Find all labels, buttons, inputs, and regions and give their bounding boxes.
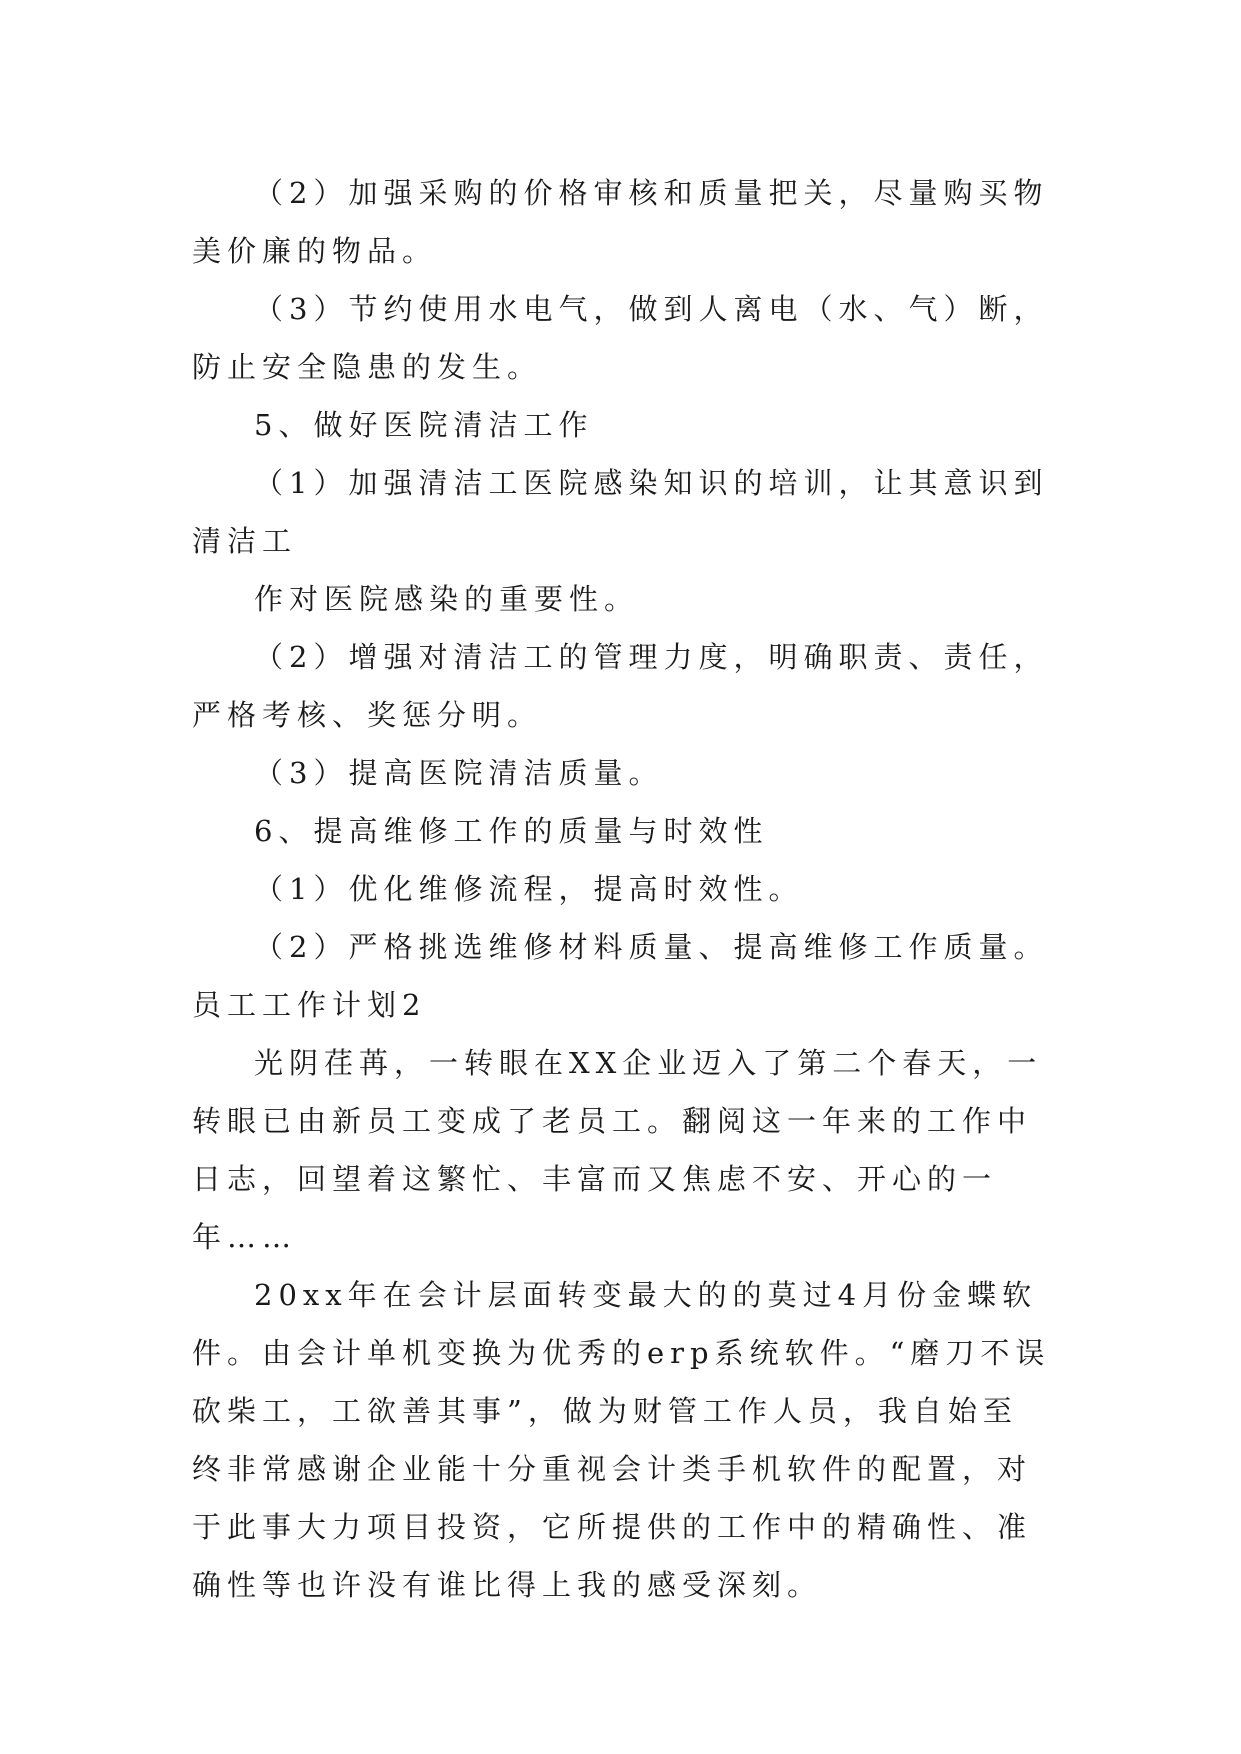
section-heading-cleaning: 5、做好医院清洁工作 (254, 408, 594, 442)
paragraph-maintenance-process: （1）优化维修流程，提高时效性。 (254, 872, 804, 906)
paragraph-accounting-software: 20xx年在会计层面转变最大的的莫过4月份金蝶软件。由会计单机变换为优秀的erp系统软件。“磨刀不误砍柴工，工欲善其事”，做为财管工作人员，我自始至终非常感谢企业能十分重视会计类手机软件的配置，对于此事大力项目投资，它所提供的工作中的精确性、准确性等也许没有谁比得上我的感受深刻。 (192, 1278, 1051, 1602)
paragraph-procurement-review: （2）加强采购的价格审核和质量把关，尽量购买物美价廉的物品。 (192, 176, 1049, 268)
paragraph-cleaner-training-continued: 作对医院感染的重要性。 (254, 582, 640, 616)
section-heading-maintenance: 6、提高维修工作的质量与时效性 (254, 814, 769, 848)
paragraph-cleaner-training: （1）加强清洁工医院感染知识的培训，让其意识到清洁工 (192, 466, 1049, 558)
paragraph-year-reflection: 光阴荏苒，一转眼在XX企业迈入了第二个春天，一转眼已由新员工变成了老员工。翻阅这一年来的工作中日志，回望着这繁忙、丰富而又焦虑不安、开心的一年…… (192, 1046, 1043, 1254)
paragraph-cleaner-management: （2）增强对清洁工的管理力度，明确职责、责任，严格考核、奖惩分明。 (192, 640, 1049, 732)
paragraph-maintenance-materials: （2）严格挑选维修材料质量、提高维修工作质量。 (254, 930, 1049, 964)
paragraph-save-utilities: （3）节约使用水电气，做到人离电（水、气）断，防止安全隐患的发生。 (192, 292, 1049, 384)
document-body (192, 164, 1052, 1614)
document-section-title: 员工工作计划2 (192, 988, 427, 1022)
paragraph-cleaning-quality: （3）提高医院清洁质量。 (254, 756, 664, 790)
